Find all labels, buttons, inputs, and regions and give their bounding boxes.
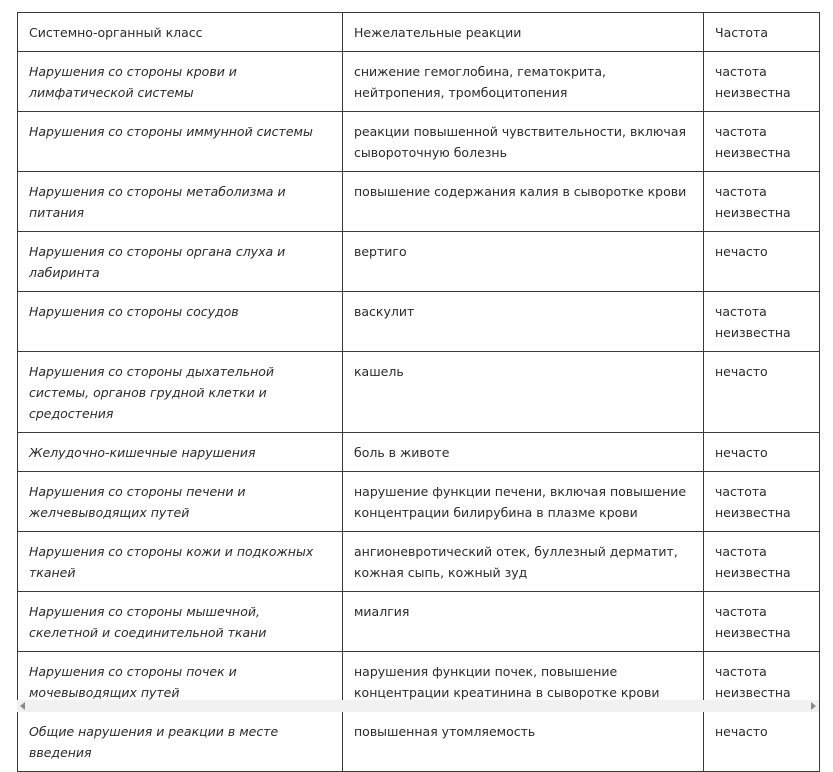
table-row	[18, 232, 820, 292]
table-row	[18, 472, 820, 532]
header-organ-class: Системно-органный класс	[18, 13, 343, 52]
cell-organ-class: Нарушения со стороны почек и мочевыводящих путей	[18, 652, 343, 712]
cell-organ-class: Нарушения со стороны иммунной системы	[18, 112, 343, 172]
header-frequency: Частота	[704, 13, 820, 52]
cell-frequency: частота неизвестна	[704, 112, 820, 172]
table-row	[18, 592, 820, 652]
table-row	[18, 352, 820, 433]
cell-frequency: нечасто	[704, 712, 820, 772]
adverse-reactions-table-container	[17, 12, 819, 772]
cell-organ-class: Нарушения со стороны сосудов	[18, 292, 343, 352]
cell-organ-class: Нарушения со стороны метаболизма и питания	[18, 172, 343, 232]
cell-adverse-reaction: нарушения функции почек, повышение концентрации креатинина в сыворотке крови	[343, 652, 704, 712]
cell-organ-class: Нарушения со стороны кожи и подкожных тканей	[18, 532, 343, 592]
adverse-reactions-table	[17, 12, 820, 772]
cell-frequency: частота неизвестна	[704, 652, 820, 712]
cell-organ-class: Нарушения со стороны крови и лимфатической системы	[18, 52, 343, 112]
cell-organ-class: Общие нарушения и реакции в месте введения	[18, 712, 343, 772]
cell-adverse-reaction: васкулит	[343, 292, 704, 352]
arrow-right-icon[interactable]	[811, 702, 816, 710]
table-row	[18, 52, 820, 112]
cell-adverse-reaction: боль в животе	[343, 433, 704, 472]
table-row	[18, 433, 820, 472]
cell-frequency: нечасто	[704, 232, 820, 292]
cell-organ-class: Нарушения со стороны печени и желчевыводящих путей	[18, 472, 343, 532]
cell-frequency: частота неизвестна	[704, 172, 820, 232]
cell-organ-class: Нарушения со стороны дыхательной системы, органов грудной клетки и средостения	[18, 352, 343, 433]
cell-frequency: частота неизвестна	[704, 292, 820, 352]
cell-adverse-reaction: нарушение функции печени, включая повышение концентрации билирубина в плазме крови	[343, 472, 704, 532]
table-row	[18, 712, 820, 772]
table-header-row	[18, 13, 820, 52]
cell-organ-class: Желудочно-кишечные нарушения	[18, 433, 343, 472]
cell-adverse-reaction: реакции повышенной чувствительности, включая сывороточную болезнь	[343, 112, 704, 172]
cell-adverse-reaction: снижение гемоглобина, гематокрита, нейтропения, тромбоцитопения	[343, 52, 704, 112]
cell-adverse-reaction: вертиго	[343, 232, 704, 292]
horizontal-scrollbar[interactable]	[17, 700, 819, 712]
table-row	[18, 112, 820, 172]
cell-adverse-reaction: кашель	[343, 352, 704, 433]
cell-organ-class: Нарушения со стороны мышечной, скелетной и соединительной ткани	[18, 592, 343, 652]
cell-frequency: частота неизвестна	[704, 52, 820, 112]
cell-frequency: нечасто	[704, 433, 820, 472]
cell-adverse-reaction: миалгия	[343, 592, 704, 652]
cell-adverse-reaction: повышенная утомляемость	[343, 712, 704, 772]
cell-adverse-reaction: повышение содержания калия в сыворотке крови	[343, 172, 704, 232]
header-adverse-reactions: Нежелательные реакции	[343, 13, 704, 52]
cell-frequency: нечасто	[704, 352, 820, 433]
cell-frequency: частота неизвестна	[704, 532, 820, 592]
table-row	[18, 292, 820, 352]
cell-frequency: частота неизвестна	[704, 472, 820, 532]
cell-organ-class: Нарушения со стороны органа слуха и лабиринта	[18, 232, 343, 292]
arrow-left-icon[interactable]	[20, 702, 25, 710]
cell-adverse-reaction: ангионевротический отек, буллезный дерматит, кожная сыпь, кожный зуд	[343, 532, 704, 592]
table-row	[18, 172, 820, 232]
cell-frequency: частота неизвестна	[704, 592, 820, 652]
table-row	[18, 532, 820, 592]
